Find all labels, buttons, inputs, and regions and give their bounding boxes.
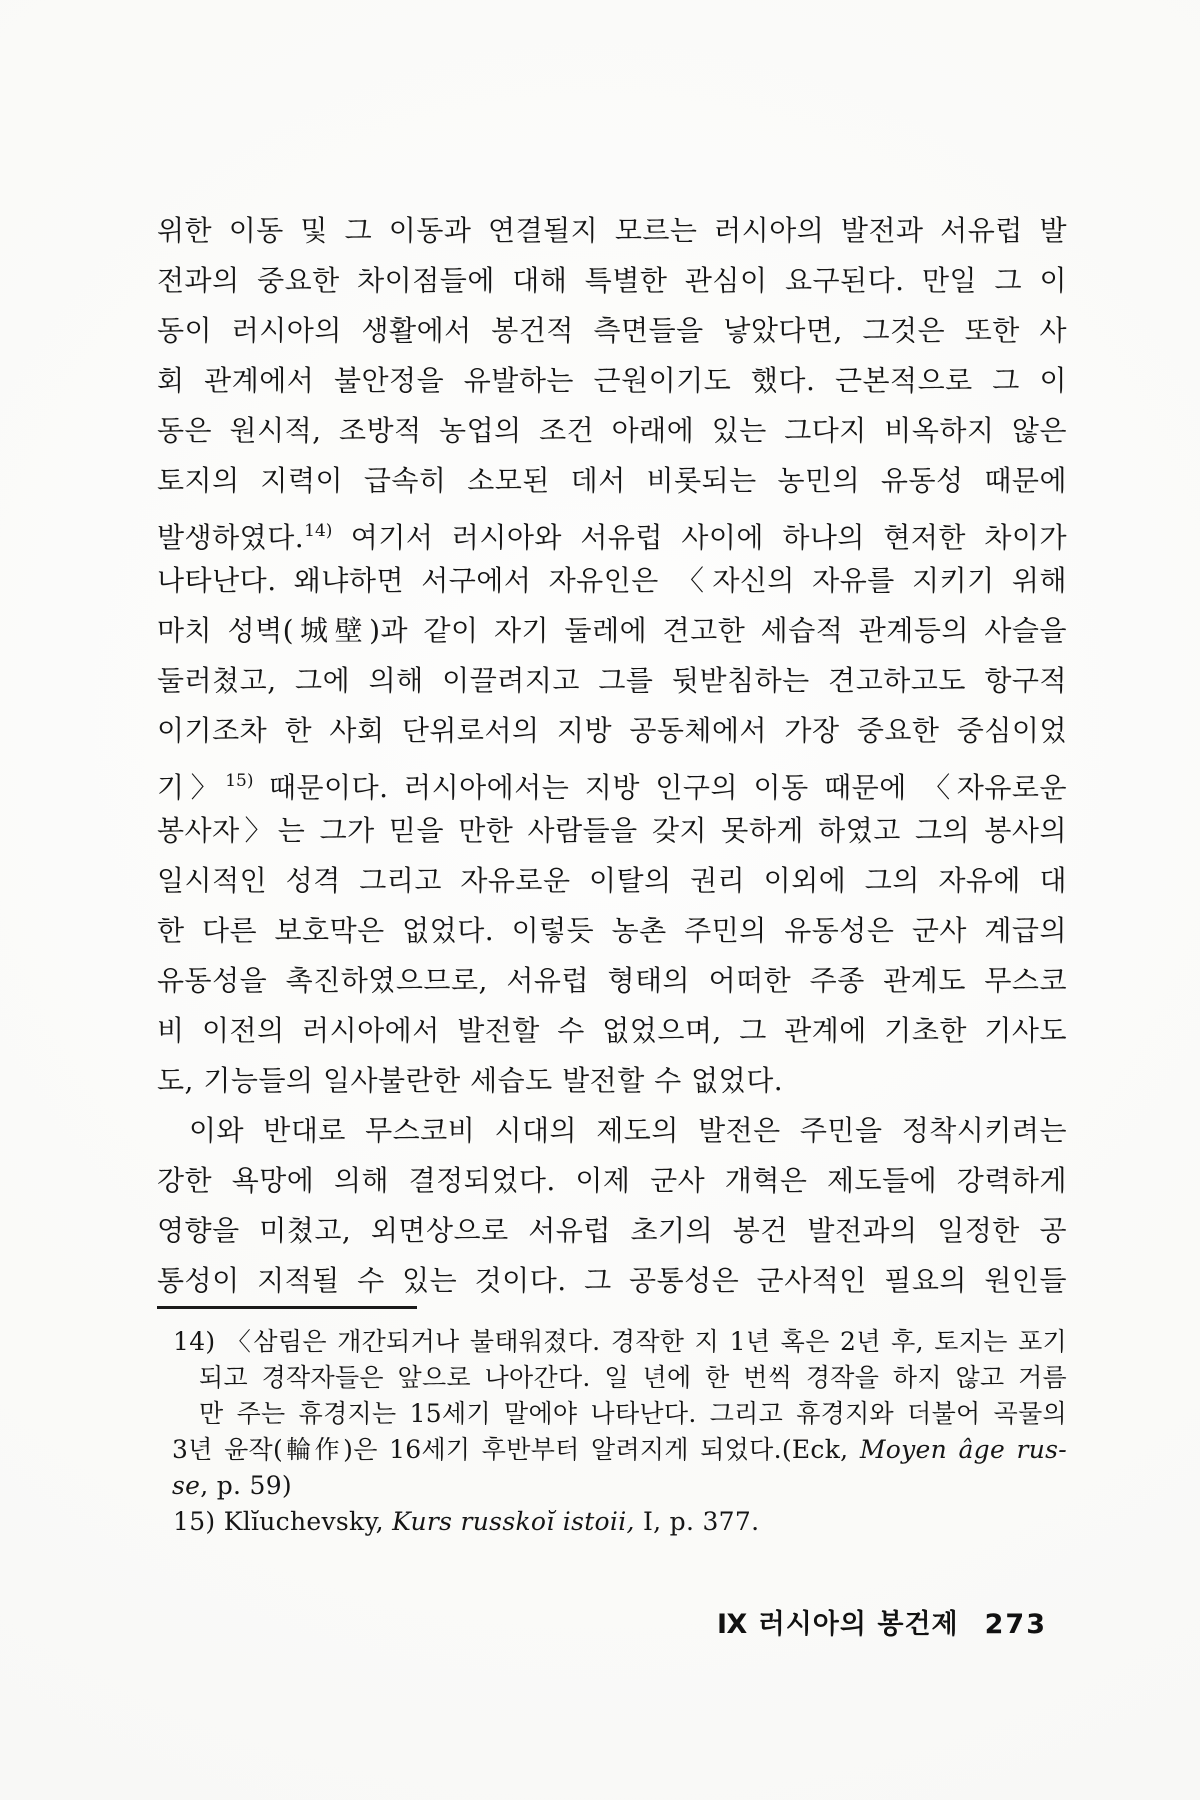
page-footer — [717, 1602, 1047, 1641]
footnote-citation-title: Kurs russkoĭ istoii, — [392, 1507, 635, 1536]
footnote-14-line: 되고 경작자들은 앞으로 나아간다. 일 년에 한 번씩 경작을 하지 않고 거름 — [199, 1363, 1067, 1392]
body-line: 마치 성벽(城壁)과 같이 자기 둘레에 견고한 세습적 관계등의 사슬을 — [157, 614, 1067, 647]
footnote-ref-15: 15) — [225, 771, 254, 791]
footnote-separator-rule — [157, 1306, 417, 1309]
body-line: 영향을 미쳤고, 외면상으로 서유럽 초기의 봉건 발전과의 일정한 공 — [157, 1214, 1067, 1247]
footnote-14-line: 만 주는 휴경지는 15세기 말에야 나타난다. 그리고 휴경지와 더불어 곡물의 — [199, 1399, 1067, 1428]
body-line: 통성이 지적될 수 있는 것이다. 그 공통성은 군사적인 필요의 원인들 — [157, 1264, 1067, 1297]
body-line: 동은 원시적, 조방적 농업의 조건 아래에 있는 그다지 비옥하지 않은 — [157, 414, 1067, 447]
footnote-15-line — [173, 1504, 1067, 1540]
body-line: 비 이전의 러시아에서 발전할 수 없었으며, 그 관계에 기초한 기사도 — [157, 1014, 1067, 1047]
footnote-14-line — [172, 1468, 1067, 1504]
body-text-block — [157, 206, 1067, 1306]
footnote-citation-title: se — [172, 1471, 201, 1500]
body-line-text: 기〉 — [157, 771, 226, 804]
chapter-title: Ⅸ 러시아의 봉건제 — [716, 1609, 959, 1640]
body-line: 이기조차 한 사회 단위로서의 지방 공동체에서 가장 중요한 중심이었 — [157, 714, 1067, 747]
body-line: 회 관계에서 불안정을 유발하는 근원이기도 했다. 근본적으로 그 이 — [157, 364, 1067, 397]
page-number: 273 — [984, 1609, 1047, 1640]
body-line-with-footnote-ref — [157, 756, 1067, 806]
body-line: 봉사자〉는 그가 믿을 만한 사람들을 갖지 못하게 하였고 그의 봉사의 — [157, 814, 1067, 847]
footnote-14-line: 14) 〈삼림은 개간되거나 불태워졌다. 경작한 지 1년 혹은 2년 후, 토지는 포기 — [173, 1327, 1067, 1356]
body-line: 전과의 중요한 차이점들에 대해 특별한 관심이 요구된다. 만일 그 이 — [157, 264, 1067, 297]
body-line-text: 때문이다. 러시아에서는 지방 인구의 이동 때문에 〈자유로운 — [253, 771, 1067, 804]
body-line: 둘러쳤고, 그에 의해 이끌려지고 그를 뒷받침하는 견고하고도 항구적 — [157, 664, 1067, 697]
footnote-citation-title: Moyen âge rus- — [859, 1435, 1067, 1464]
footnote-text: Ⅰ, p. 377. — [634, 1507, 760, 1536]
body-line-paragraph-end: 도, 기능들의 일사불란한 세습도 발전할 수 없었다. — [157, 1064, 784, 1097]
footnote-14-line — [172, 1432, 1067, 1468]
footnote-ref-14: 14) — [304, 521, 333, 541]
body-line-paragraph-start: 이와 반대로 무스코비 시대의 제도의 발전은 주민을 정착시키려는 — [189, 1114, 1067, 1147]
body-line-with-footnote-ref — [157, 506, 1067, 556]
body-line: 토지의 지력이 급속히 소모된 데서 비롯되는 농민의 유동성 때문에 — [157, 464, 1067, 497]
body-line-text: 여기서 러시아와 서유럽 사이에 하나의 현저한 차이가 — [332, 521, 1067, 554]
footnote-text: , p. 59) — [200, 1471, 292, 1500]
body-line: 일시적인 성격 그리고 자유로운 이탈의 권리 이외에 그의 자유에 대 — [157, 864, 1067, 897]
footnote-text: 15) Klĭuchevsky, — [173, 1507, 393, 1536]
body-line: 유동성을 촉진하였으므로, 서유럽 형태의 어떠한 주종 관계도 무스코 — [157, 964, 1067, 997]
body-line: 나타난다. 왜냐하면 서구에서 자유인은 〈자신의 자유를 지키기 위해 — [157, 564, 1067, 597]
body-line: 강한 욕망에 의해 결정되었다. 이제 군사 개혁은 제도들에 강력하게 — [157, 1164, 1067, 1197]
body-line: 동이 러시아의 생활에서 봉건적 측면들을 낳았다면, 그것은 또한 사 — [157, 314, 1067, 347]
body-line: 한 다른 보호막은 없었다. 이렇듯 농촌 주민의 유동성은 군사 계급의 — [157, 914, 1067, 947]
body-line-text: 발생하였다. — [157, 521, 305, 554]
footnote-text: 3년 윤작(輪作)은 16세기 후반부터 알려지게 되었다.(Eck, — [172, 1435, 860, 1464]
footnotes-block — [157, 1324, 1067, 1540]
body-line: 위한 이동 및 그 이동과 연결될지 모르는 러시아의 발전과 서유럽 발 — [157, 214, 1067, 247]
